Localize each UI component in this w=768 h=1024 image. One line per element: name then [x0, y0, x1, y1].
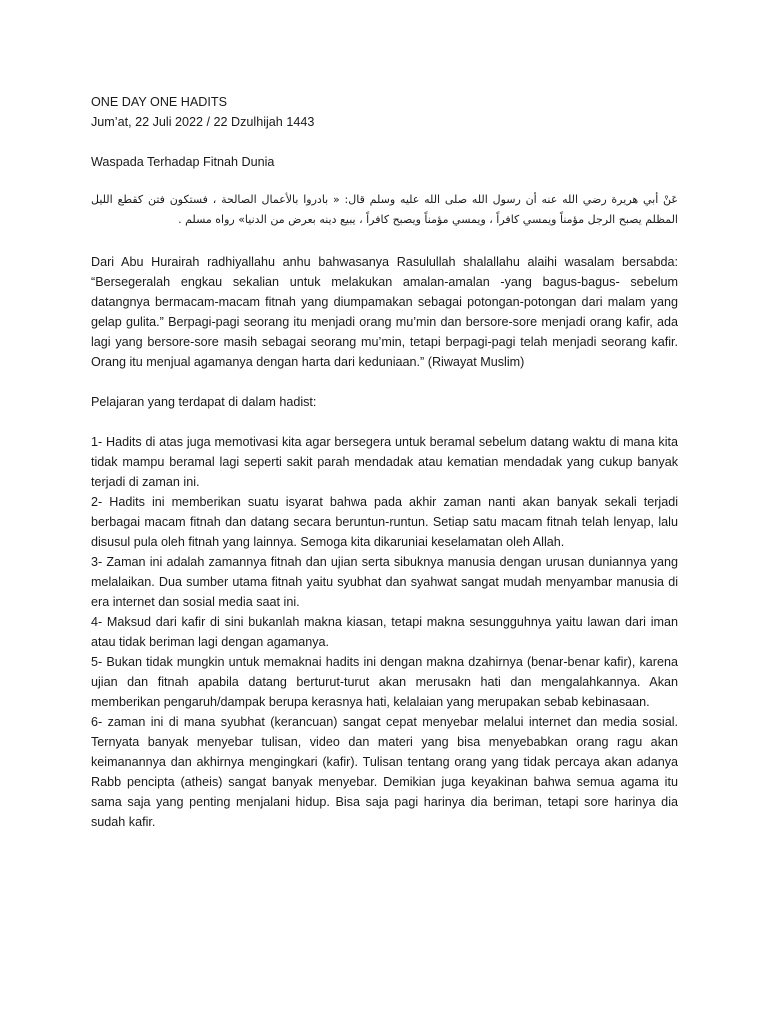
- lesson-point-2: 2- Hadits ini memberikan suatu isyarat bahwa pada akhir zaman nanti akan banyak sekali terjadi berbagai macam fitnah dan datang secara beruntun-runtun. Setiap satu macam fitnah telah lenyap, lalu disusul pula oleh fitnah yang lainnya. Semoga kita dikaruniai keselamatan oleh Allah.: [91, 495, 678, 549]
- lessons-list: [91, 432, 678, 832]
- document-body: [91, 92, 678, 832]
- arabic-hadith-text: عَنْ أبي هريرة رضي الله عنه أن رسول الله صلى الله عليه وسلم قال: « بادروا بالأعمال الصالحة ، فستكون فتن كقطع الليل المظلم يصبح الرجل مؤمناً ويمسي كافراً ، ويمسي مؤمناً ويصبح كافراً ، يبيع دينه بعرض من الدنيا» رواه مسلم .: [91, 193, 678, 226]
- lesson-point-4: 4- Maksud dari kafir di sini bukanlah makna kiasan, tetapi makna sesungguhnya yaitu lawan dari iman atau tidak beriman lagi dengan agamanya.: [91, 615, 678, 649]
- lesson-point-5: 5- Bukan tidak mungkin untuk memaknai hadits ini dengan makna dzahirnya (benar-benar kafir), karena ujian dan fitnah apabila datang berturut-turut akan merusakn hati dan mengalahkannya. Akan memberikan pengaruh/dampak berupa kerasnya hati, kelalaian yang merupakan sebab kebinasaan.: [91, 655, 678, 709]
- document-title: Waspada Terhadap Fitnah Dunia: [91, 155, 275, 169]
- lesson-point-3: 3- Zaman ini adalah zamannya fitnah dan ujian serta sibuknya manusia dengan urusan duniannya yang melalaikan. Dua sumber utama fitnah yaitu syubhat dan syahwat sangat mudah menyambar manusia di era internet dan sosial media saat ini.: [91, 555, 678, 609]
- lessons-heading: Pelajaran yang terdapat di dalam hadist:: [91, 395, 317, 409]
- lesson-point-1: 1- Hadits di atas juga memotivasi kita agar bersegera untuk beramal sebelum datang waktu di mana kita tidak mampu beramal lagi seperti sakit parah mendadak atau kematian mendadak yang cukup banyak terjadi di zaman ini.: [91, 435, 678, 489]
- hadith-translation: Dari Abu Hurairah radhiyallahu anhu bahwasanya Rasulullah shalallahu alaihi wasalam bersabda: “Bersegeralah engkau sekalian untuk melakukan amalan-amalan -yang bagus-bagus- sebelum datangnya bermacam-macam fitnah yang diumpamakan sebagai potongan-potongan dari malam yang gelap gulita.” Berpagi-pagi seorang itu menjadi orang mu’min dan bersore-sore menjadi orang kafir, ada lagi yang bersore-sore masih sebagai seorang mu’min, tetapi berpagi-pagi telah menjadi seorang kafir. Orang itu menjual agamanya dengan harta dari keduniaan.” (Riwayat Muslim): [91, 255, 678, 369]
- lesson-point-6: 6- zaman ini di mana syubhat (kerancuan) sangat cepat menyebar melalui internet dan media sosial. Ternyata banyak menyebar tulisan, video dan materi yang bisa menyebabkan orang ragu akan keimanannya dan akhirnya mengingkari (kafir). Tulisan tentang orang yang tidak percaya akan adanya Rabb pencipta (atheis) sangat banyak menyebar. Demikian juga keyakinan bahwa semua agama itu sama saja yang penting menjalani hidup. Bisa saja pagi harinya dia beriman, tetapi sore harinya dia sudah kafir.: [91, 715, 678, 829]
- document-date: Jum’at, 22 Juli 2022 / 22 Dzulhijah 1443: [91, 115, 315, 129]
- document-header: ONE DAY ONE HADITS: [91, 95, 227, 109]
